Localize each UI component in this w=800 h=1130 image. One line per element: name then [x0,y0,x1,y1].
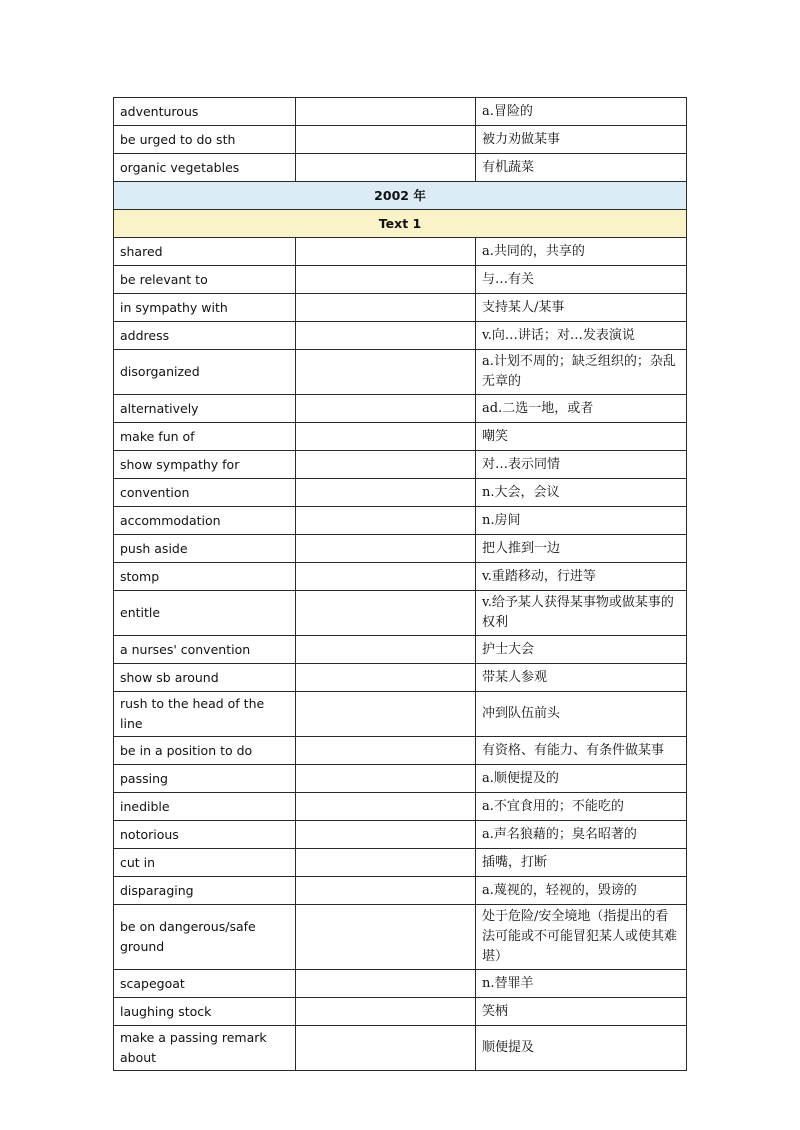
table-row [114,322,687,350]
table-row [114,821,687,849]
term-cell: address [114,322,296,350]
term-cell: in sympathy with [114,294,296,322]
table-row [114,636,687,664]
blank-cell [296,451,476,479]
term-cell: make a passing remark about [114,1026,296,1071]
term-cell: laughing stock [114,998,296,1026]
blank-cell [296,849,476,877]
table-row [114,737,687,765]
section-heading: Text 1 [114,210,687,238]
table-row [114,423,687,451]
blank-cell [296,793,476,821]
blank-cell [296,877,476,905]
table-row [114,793,687,821]
table-row [114,266,687,294]
blank-cell [296,535,476,563]
blank-cell [296,322,476,350]
term-cell: shared [114,238,296,266]
blank-cell [296,905,476,970]
meaning-cell: 支持某人/某事 [476,294,687,322]
table-row [114,692,687,737]
meaning-cell: 带某人参观 [476,664,687,692]
meaning-cell: a.蔑视的，轻视的，毁谤的 [476,877,687,905]
term-cell: be in a position to do [114,737,296,765]
table-row [114,395,687,423]
vocab-rows-after [114,238,687,1071]
table-row [114,350,687,395]
table-row [114,765,687,793]
table-row [114,664,687,692]
table-row [114,877,687,905]
blank-cell [296,395,476,423]
blank-cell [296,350,476,395]
blank-cell [296,294,476,322]
term-cell: show sympathy for [114,451,296,479]
term-cell: entitle [114,591,296,636]
blank-cell [296,266,476,294]
meaning-cell: 与…有关 [476,266,687,294]
year-heading: 2002 年 [114,182,687,210]
meaning-cell: v.给予某人获得某事物或做某事的权利 [476,591,687,636]
meaning-cell: 护士大会 [476,636,687,664]
meaning-cell: 冲到队伍前头 [476,692,687,737]
vocabulary-table [113,97,687,1071]
meaning-cell: a.计划不周的；缺乏组织的；杂乱无章的 [476,350,687,395]
meaning-cell: n.大会，会议 [476,479,687,507]
blank-cell [296,664,476,692]
term-cell: stomp [114,563,296,591]
table-row [114,98,687,126]
meaning-cell: n.替罪羊 [476,970,687,998]
blank-cell [296,998,476,1026]
table-row [114,1026,687,1071]
blank-cell [296,98,476,126]
meaning-cell: ad.二选一地，或者 [476,395,687,423]
table-row [114,479,687,507]
meaning-cell: a.共同的，共享的 [476,238,687,266]
table-row [114,507,687,535]
meaning-cell: a.冒险的 [476,98,687,126]
term-cell: accommodation [114,507,296,535]
term-cell: disparaging [114,877,296,905]
term-cell: scapegoat [114,970,296,998]
blank-cell [296,238,476,266]
blank-cell [296,423,476,451]
meaning-cell: v.重踏移动，行进等 [476,563,687,591]
meaning-cell: 有机蔬菜 [476,154,687,182]
table-row [114,238,687,266]
meaning-cell: 被力劝做某事 [476,126,687,154]
meaning-cell: 有资格、有能力、有条件做某事 [476,737,687,765]
term-cell: show sb around [114,664,296,692]
blank-cell [296,591,476,636]
blank-cell [296,821,476,849]
term-cell: disorganized [114,350,296,395]
blank-cell [296,970,476,998]
blank-cell [296,737,476,765]
blank-cell [296,154,476,182]
term-cell: convention [114,479,296,507]
table-row [114,294,687,322]
term-cell: be urged to do sth [114,126,296,154]
table-row [114,126,687,154]
table-row [114,905,687,970]
blank-cell [296,507,476,535]
table-row [114,998,687,1026]
term-cell: make fun of [114,423,296,451]
meaning-cell: a.声名狼藉的；臭名昭著的 [476,821,687,849]
meaning-cell: v.向…讲话；对…发表演说 [476,322,687,350]
meaning-cell: 嘲笑 [476,423,687,451]
term-cell: rush to the head of the line [114,692,296,737]
term-cell: organic vegetables [114,154,296,182]
blank-cell [296,692,476,737]
table-row [114,451,687,479]
term-cell: alternatively [114,395,296,423]
meaning-cell: 笑柄 [476,998,687,1026]
section-headers [114,182,687,238]
term-cell: be relevant to [114,266,296,294]
blank-cell [296,126,476,154]
table-row [114,563,687,591]
vocab-rows-before [114,98,687,182]
term-cell: a nurses' convention [114,636,296,664]
meaning-cell: 对…表示同情 [476,451,687,479]
text-header-row [114,210,687,238]
term-cell: be on dangerous/safe ground [114,905,296,970]
meaning-cell: n.房间 [476,507,687,535]
table-row [114,591,687,636]
meaning-cell: 插嘴，打断 [476,849,687,877]
meaning-cell: 处于危险/安全境地（指提出的看法可能或不可能冒犯某人或使其难堪） [476,905,687,970]
term-cell: passing [114,765,296,793]
term-cell: inedible [114,793,296,821]
meaning-cell: 把人推到一边 [476,535,687,563]
term-cell: notorious [114,821,296,849]
table-row [114,970,687,998]
meaning-cell: a.不宜食用的；不能吃的 [476,793,687,821]
term-cell: push aside [114,535,296,563]
table-row [114,535,687,563]
term-cell: adventurous [114,98,296,126]
blank-cell [296,479,476,507]
table-row [114,154,687,182]
meaning-cell: 顺便提及 [476,1026,687,1071]
year-header-row [114,182,687,210]
blank-cell [296,636,476,664]
term-cell: cut in [114,849,296,877]
blank-cell [296,563,476,591]
blank-cell [296,1026,476,1071]
blank-cell [296,765,476,793]
table-row [114,849,687,877]
meaning-cell: a.顺便提及的 [476,765,687,793]
